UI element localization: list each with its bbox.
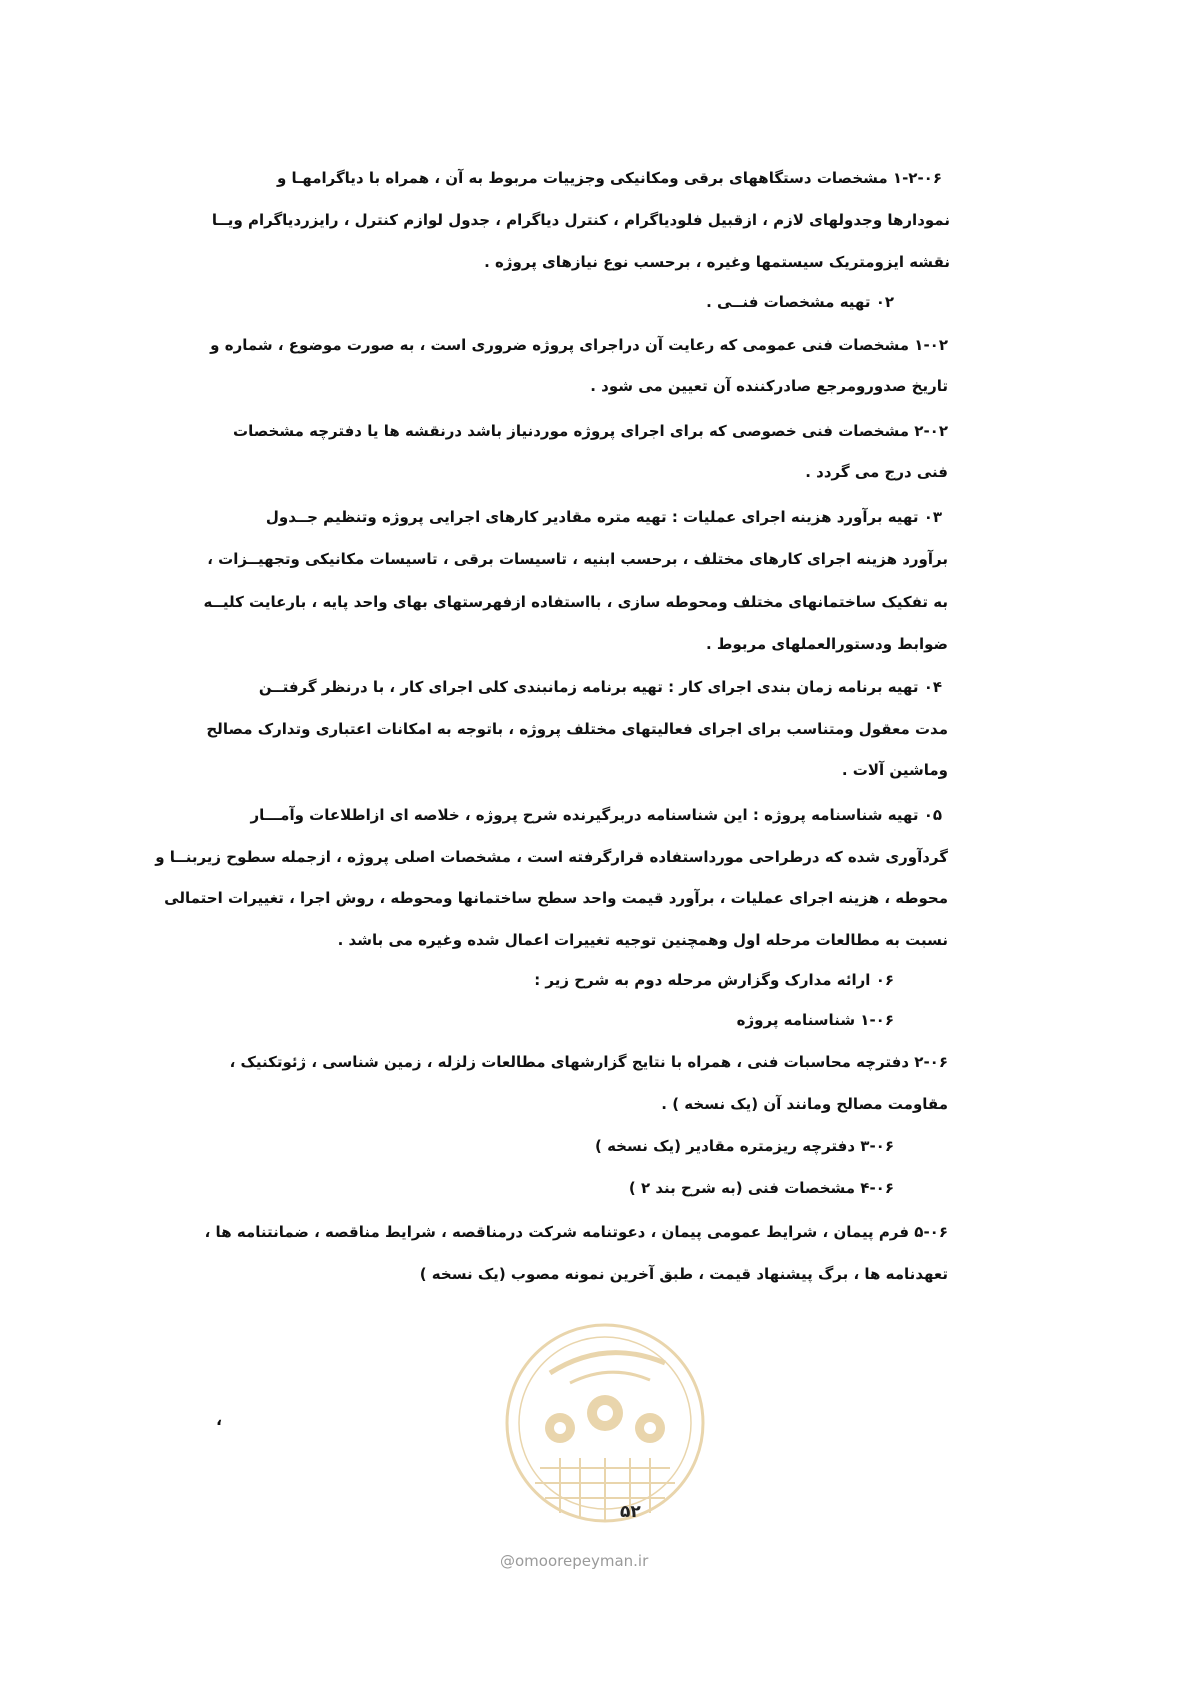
- page-number: ۵۲: [620, 1502, 641, 1522]
- text-line: گردآوری شده که درطراحی مورداستفاده قرارگرفته است ، مشخصات اصلی پروژه ، ازجمله سطوح زیربنــا و: [155, 848, 948, 866]
- text-line: به تفکیک ساختمانهای مختلف ومحوطه سازی ، بااستفاده ازفهرستهای بهای واحد پایه ، بارعایت کلیــه: [203, 593, 948, 611]
- text-line: ۰۳ تهیه برآورد هزینه اجرای عملیات : تهیه متره مقادیر کارهای اجرایی پروژه وتنظیم جــدول: [265, 508, 942, 526]
- text-line: ۰۶ ارائه مدارک وگزارش مرحله دوم به شرح زیر :: [534, 971, 894, 989]
- text-line: ۰۲ تهیه مشخصات فنــی .: [706, 293, 894, 311]
- text-line: فنی درج می گردد .: [805, 463, 948, 481]
- text-line: مقاومت مصالح ومانند آن (یک نسخه ) .: [661, 1095, 948, 1113]
- stray-mark: ،: [216, 1410, 223, 1429]
- text-line: ۲-۰۲ مشخصات فنی خصوصی که برای اجرای پروژه موردنیاز باشد درنقشه ها یا دفترچه مشخصات: [233, 422, 948, 440]
- text-line: ۰۵ تهیه شناسنامه پروژه : این شناسنامه دربرگیرنده شرح پروژه ، خلاصه ای ازاطلاعات وآمـــار: [250, 806, 942, 824]
- text-line: مدت معقول ومتناسب برای اجرای فعالیتهای مختلف پروژه ، باتوجه به امکانات اعتباری وتدارک مصالح: [206, 720, 948, 738]
- text-line: نقشه ایزومتریک سیستمها وغیره ، برحسب نوع نیازهای پروژه .: [484, 253, 950, 271]
- text-line: نمودارها وجدولهای لازم ، ازقبیل فلودیاگرام ، کنترل دیاگرام ، جدول لوازم کنترل ، رایزردیاگرام ویــا: [211, 211, 950, 229]
- text-line: ضوابط ودستورالعملهای مربوط .: [706, 635, 948, 653]
- text-line: ۳-۰۶ دفترچه ریزمتره مقادیر (یک نسخه ): [595, 1137, 894, 1155]
- website-watermark: @omoorepeyman.ir: [500, 1552, 649, 1570]
- text-line: ۵-۰۶ فرم پیمان ، شرایط عمومی پیمان ، دعوتنامه شرکت درمناقصه ، شرایط مناقصه ، ضمانتنامه ها ،: [204, 1223, 948, 1241]
- text-line: محوطه ، هزینه اجرای عملیات ، برآورد قیمت واحد سطح ساختمانها ومحوطه ، روش اجرا ، تغییرات احتمالی: [164, 889, 948, 907]
- text-line: نسبت به مطالعات مرحله اول وهمچنین توجیه تغییرات اعمال شده وغیره می باشد .: [337, 931, 948, 949]
- text-line: ۱-۰۶ شناسنامه پروژه: [736, 1011, 894, 1029]
- text-line: تاریخ صدورومرجع صادرکننده آن تعیین می شود .: [590, 377, 948, 395]
- text-line: ۲-۰۶ دفترچه محاسبات فنی ، همراه با نتایج گزارشهای مطالعات زلزله ، زمین شناسی ، ژئوتکنیک ،: [229, 1053, 948, 1071]
- text-line: ۴-۰۶ مشخصات فنی (به شرح بند ۲ ): [628, 1179, 894, 1197]
- watermark-seal-icon: [480, 1318, 730, 1528]
- text-line: ۰۴ تهیه برنامه زمان بندی اجرای کار : تهیه برنامه زمانبندی کلی اجرای کار ، با درنظر گرفتــن: [258, 678, 942, 696]
- text-line: ۱-۰۲ مشخصات فنی عمومی که رعایت آن دراجرای پروژه ضروری است ، به صورت موضوع ، شماره و: [210, 336, 948, 354]
- text-line: برآورد هزینه اجرای کارهای مختلف ، برحسب ابنیه ، تاسیسات برقی ، تاسیسات مکانیکی وتجهیــزات ،: [207, 550, 948, 568]
- text-line: تعهدنامه ها ، برگ پیشنهاد قیمت ، طبق آخرین نمونه مصوب (یک نسخه ): [419, 1265, 948, 1283]
- text-line: ۱-۲-۰۶ مشخصات دستگاههای برقی ومکانیکی وجزییات مربوط به آن ، همراه با دیاگرامهـا و: [276, 169, 942, 187]
- text-line: وماشین آلات .: [841, 761, 948, 779]
